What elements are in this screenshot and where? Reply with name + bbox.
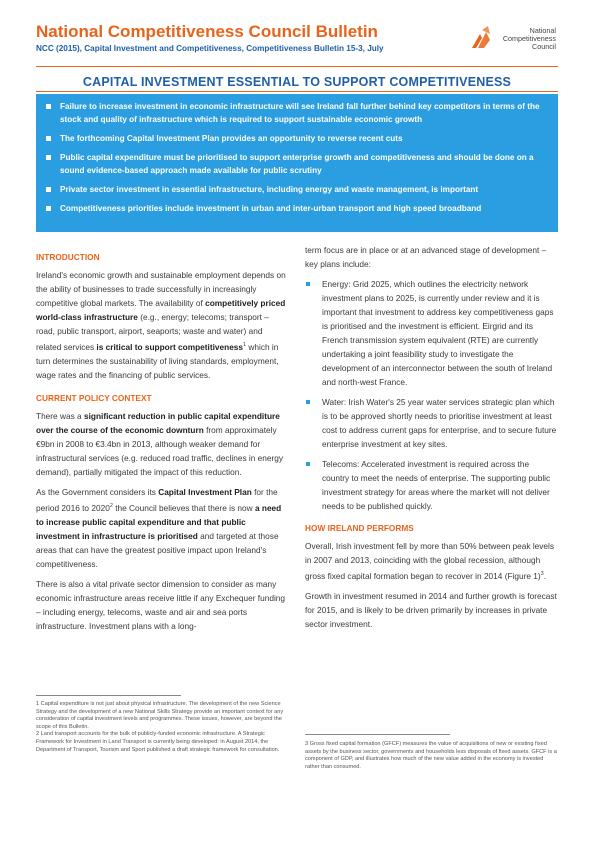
footnote-3: 3 Gross fixed capital formation (GFCF) measures the value of acquisitions of new or existing fixed assets by the business sector, governments and households less disposals of fixed assets. GFCF is a component of GDP, and illustrates how much of the new value added in the economy is invested rather than consumed.	[305, 741, 557, 770]
key-points-box	[36, 94, 558, 232]
page-title: CAPITAL INVESTMENT ESSENTIAL TO SUPPORT COMPETITIVENESS	[82, 75, 512, 89]
key-plans-list	[305, 277, 558, 513]
section-heading-policy: CURRENT POLICY CONTEXT	[36, 392, 152, 403]
header-rule-bottom	[36, 91, 558, 92]
performance-paragraph-1: Overall, Irish investment fell by more than 50% between peak levels in 2007 and 2013, coinciding with the global recession, although gross fixed capital formation began to recover in 2014 (Figure 1)$^3$.	[305, 541, 555, 581]
policy-paragraph-2: As the Government considers its Capital Investment Plan for the period 2016 to 2020$^2$ the Council believes that there is now a need to increase public capital expenditure and that public investment in infrastructure is prioritised and targeted at those areas that can have the greatest positive impact upon Ireland's competitiveness.	[36, 486, 282, 569]
section-heading-introduction: INTRODUCTION	[36, 252, 100, 262]
logo-line-2: Competitiveness	[502, 34, 556, 44]
left-column	[36, 250, 290, 639]
bulletin-title: National Competitiveness Council Bulletin	[36, 22, 378, 41]
plan-item-telecoms: Telecoms: Accelerated investment is required across the country to meet the needs of enterprise. The supporting public investment strategy for areas where the market will not deliver needs to be published quickly.	[305, 457, 558, 513]
performance-paragraph-2: Growth in investment resumed in 2014 and further growth is forecast for 2015, and is likely to be driven primarily by increases in private sector investment.	[305, 590, 557, 629]
plan-item-water: Water: Irish Water's 25 year water services strategic plan which is to be approved shortly needs to prioritise investment at least cost to address current gaps for enterprise, and to secure future enterprise investment at key sites.	[305, 395, 558, 451]
logo-line-1: National	[529, 26, 556, 35]
ncc-logo-icon	[470, 26, 492, 50]
footnote-rule-left	[36, 695, 181, 696]
plan-item-energy: Energy: Grid 2025, which outlines the electricity network investment plans to 2025, is currently under review and it is important that investment to address key competitiveness gaps is prioritised and the investment is efficient. Eirgrid and its French transmission system equivalent (RTE) are currently undertaking a joint feasibility study to investigate the development of an interconnector between the south of Ireland and north-west France.	[305, 277, 558, 389]
footnote-1: 1 Capital expenditure is not just about physical infrastructure. The development of the new Science Strategy and the development of a new National Skills Strategy provide an important context for any consideration of capital investment levels and programmes. These issues, however, are beyond the scope of this Bulletin.	[36, 701, 284, 730]
intro-paragraph: Ireland's economic growth and sustainable employment depends on the ability of businesses to trade successfully in increasingly competitive global markets. The availability of competitively priced world-class infrastructure (e.g., energy; telecoms; transport – road, public transport, airport, seaports; waste and water) and related services is critical to support competitiveness$^1$ which in turn determines the sustainability of living standards, employment, wage rates and the financing of public services.	[36, 270, 286, 380]
section-heading-performance: HOW IRELAND PERFORMS	[305, 523, 414, 533]
footnote-rule-right	[305, 734, 450, 735]
continuation-paragraph: term focus are in place or at an advanced stage of development – key plans include:	[305, 245, 547, 269]
header-rule-top	[36, 66, 558, 67]
logo-line-3: Council	[532, 42, 556, 52]
key-point: Competitiveness priorities include investment in urban and inter-urban transport and high speed broadband	[46, 202, 544, 215]
right-column	[305, 243, 558, 637]
policy-paragraph-1: There was a significant reduction in public capital expenditure over the course of the economic downturn from approximately €9bn in 2008 to €3.4bn in 2013, although weaker demand for infrastructural services (e.g. reduced road traffic, declines in energy demand), partially mitigated the impact of this reduction.	[36, 410, 284, 477]
key-point: Failure to increase investment in economic infrastructure will see Ireland fall further behind key competitors in terms of the stock and quality of infrastructure which is required to support sustainable economic growth	[46, 100, 544, 126]
key-point: Public capital expenditure must be prioritised to support enterprise growth and competitiveness and should be done on a sound evidence-based approach made available for public scrutiny	[46, 151, 544, 177]
footnote-2: 2 Land transport accounts for the bulk of publicly-funded economic infrastructure. A Strategic Framework for Investment in Land Transport is currently being developed: in August 2014, the Department of Transport, Tourism and Sport published a draft strategic framework for consultation.	[36, 731, 280, 753]
ncc-logo	[470, 26, 560, 56]
footnotes-left	[36, 701, 292, 754]
key-point: Private sector investment in essential infrastructure, including energy and waste management, is important	[46, 183, 544, 196]
policy-paragraph-3: There is also a vital private sector dimension to consider as many economic infrastructure areas receive little if any Exchequer funding – including energy, telecoms, waste and air and sea ports infrastructure. Investment plans with a long-	[36, 578, 286, 631]
bulletin-citation: NCC (2015), Capital Investment and Competitiveness, Competitiveness Bulletin 15-3, July	[36, 44, 384, 53]
key-point: The forthcoming Capital Investment Plan provides an opportunity to reverse recent cuts	[46, 132, 544, 145]
